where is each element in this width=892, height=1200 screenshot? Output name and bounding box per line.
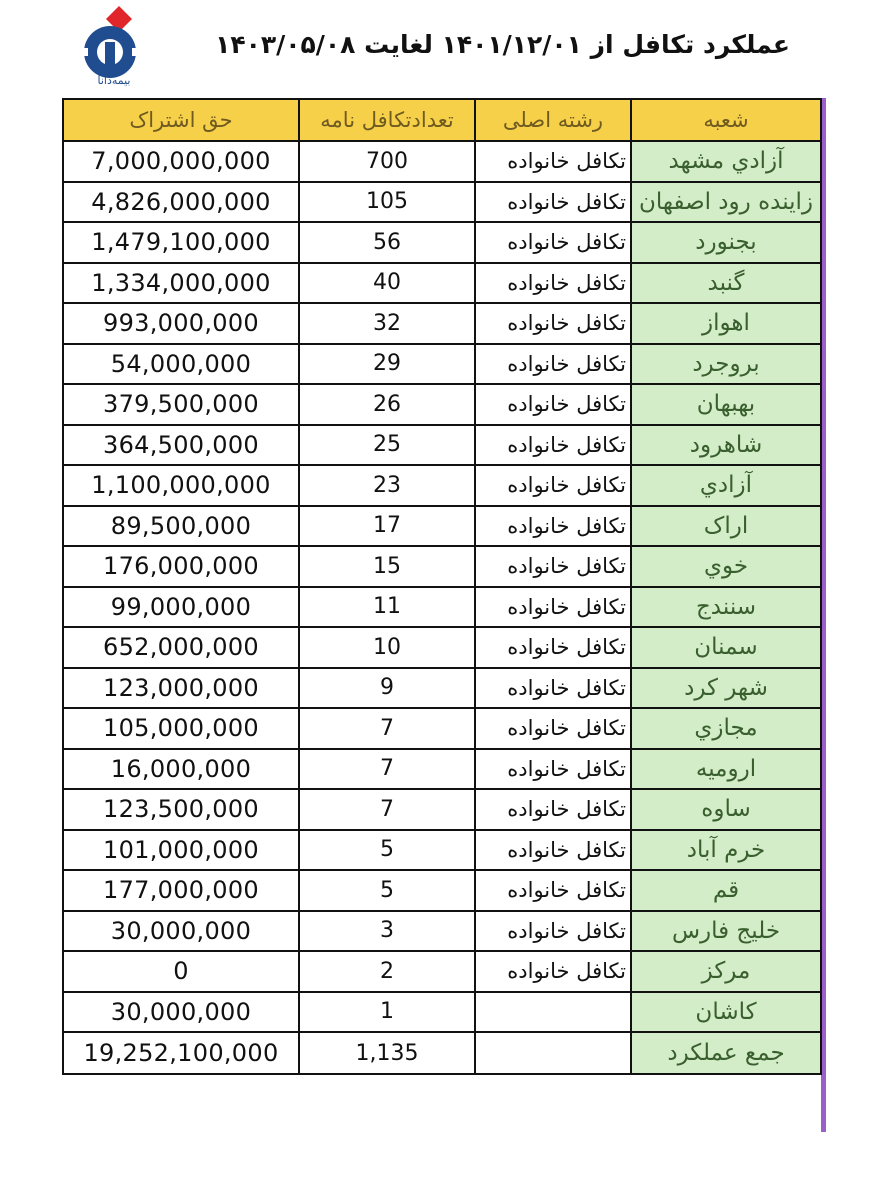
- premium-cell: 1,100,000,000: [63, 465, 299, 506]
- premium-cell: 652,000,000: [63, 627, 299, 668]
- table-header-row: [63, 99, 821, 141]
- branch-cell: قم: [631, 870, 821, 911]
- branch-cell: خلیج فارس: [631, 911, 821, 952]
- field-cell: تکافل خانواده: [475, 384, 631, 425]
- table-row: [63, 830, 821, 871]
- branch-cell: سنندج: [631, 587, 821, 628]
- count-cell: 7: [299, 789, 475, 830]
- field-cell: تکافل خانواده: [475, 587, 631, 628]
- premium-cell: 1,479,100,000: [63, 222, 299, 263]
- count-cell: 1: [299, 992, 475, 1033]
- field-cell: تکافل خانواده: [475, 830, 631, 871]
- branch-cell: گنبد: [631, 263, 821, 304]
- branch-cell: اهواز: [631, 303, 821, 344]
- table-row: [63, 263, 821, 304]
- branch-cell: آزادي: [631, 465, 821, 506]
- count-cell: 7: [299, 749, 475, 790]
- branch-cell: ساوه: [631, 789, 821, 830]
- premium-cell: 16,000,000: [63, 749, 299, 790]
- count-cell: 15: [299, 546, 475, 587]
- count-cell: 26: [299, 384, 475, 425]
- field-cell: [475, 1032, 631, 1074]
- premium-cell: 89,500,000: [63, 506, 299, 547]
- branch-cell: آزادي مشهد: [631, 141, 821, 182]
- branch-cell: ارومیه: [631, 749, 821, 790]
- premium-cell: 4,826,000,000: [63, 182, 299, 223]
- field-cell: تکافل خانواده: [475, 263, 631, 304]
- count-cell: 10: [299, 627, 475, 668]
- table-row: [63, 425, 821, 466]
- premium-cell: 993,000,000: [63, 303, 299, 344]
- count-cell: 11: [299, 587, 475, 628]
- table-row: [63, 789, 821, 830]
- branch-cell: بروجرد: [631, 344, 821, 385]
- count-cell: 17: [299, 506, 475, 547]
- branch-cell: کاشان: [631, 992, 821, 1033]
- premium-cell: 379,500,000: [63, 384, 299, 425]
- page-title: عملکرد تکافل از ۱۴۰۱/۱۲/۰۱ لغایت ۱۴۰۳/۰۵/۰۸: [215, 30, 790, 59]
- field-cell: تکافل خانواده: [475, 870, 631, 911]
- premium-cell: 176,000,000: [63, 546, 299, 587]
- count-cell: 5: [299, 870, 475, 911]
- premium-cell: 364,500,000: [63, 425, 299, 466]
- table-row: [63, 141, 821, 182]
- header-branch: شعبه: [631, 99, 821, 141]
- field-cell: تکافل خانواده: [475, 506, 631, 547]
- premium-cell: 19,252,100,000: [63, 1032, 299, 1074]
- count-cell: 700: [299, 141, 475, 182]
- header-field: رشته اصلی: [475, 99, 631, 141]
- branch-cell: مرکز: [631, 951, 821, 992]
- premium-cell: 0: [63, 951, 299, 992]
- field-cell: تکافل خانواده: [475, 344, 631, 385]
- count-cell: 9: [299, 668, 475, 709]
- table-row: [63, 506, 821, 547]
- branch-cell: مجازي: [631, 708, 821, 749]
- count-cell: 32: [299, 303, 475, 344]
- field-cell: تکافل خانواده: [475, 911, 631, 952]
- field-cell: تکافل خانواده: [475, 749, 631, 790]
- logo-caption: بیمه‌دانا: [97, 74, 131, 87]
- premium-cell: 30,000,000: [63, 992, 299, 1033]
- count-cell: 29: [299, 344, 475, 385]
- count-cell: 40: [299, 263, 475, 304]
- premium-cell: 1,334,000,000: [63, 263, 299, 304]
- field-cell: تکافل خانواده: [475, 627, 631, 668]
- branch-cell: شاهرود: [631, 425, 821, 466]
- field-cell: تکافل خانواده: [475, 951, 631, 992]
- premium-cell: 30,000,000: [63, 911, 299, 952]
- total-row: [63, 1032, 821, 1074]
- field-cell: تکافل خانواده: [475, 546, 631, 587]
- table-row: [63, 668, 821, 709]
- premium-cell: 54,000,000: [63, 344, 299, 385]
- count-cell: 56: [299, 222, 475, 263]
- field-cell: تکافل خانواده: [475, 425, 631, 466]
- branch-cell: بهبهان: [631, 384, 821, 425]
- premium-cell: 105,000,000: [63, 708, 299, 749]
- field-cell: تکافل خانواده: [475, 222, 631, 263]
- table-row: [63, 344, 821, 385]
- table-row: [63, 182, 821, 223]
- table-row: [63, 951, 821, 992]
- field-cell: تکافل خانواده: [475, 789, 631, 830]
- field-cell: تکافل خانواده: [475, 303, 631, 344]
- branch-cell: زاينده رود اصفهان: [631, 182, 821, 223]
- premium-cell: 7,000,000,000: [63, 141, 299, 182]
- count-cell: 25: [299, 425, 475, 466]
- premium-cell: 123,500,000: [63, 789, 299, 830]
- header-premium: حق اشتراک: [63, 99, 299, 141]
- field-cell: تکافل خانواده: [475, 465, 631, 506]
- field-cell: تکافل خانواده: [475, 668, 631, 709]
- count-cell: 5: [299, 830, 475, 871]
- header-count: تعدادتکافل نامه: [299, 99, 475, 141]
- performance-table: [62, 98, 822, 1075]
- count-cell: 105: [299, 182, 475, 223]
- table-row: [63, 546, 821, 587]
- field-cell: [475, 992, 631, 1033]
- branch-cell: سمنان: [631, 627, 821, 668]
- branch-cell: خرم آباد: [631, 830, 821, 871]
- table-row: [63, 587, 821, 628]
- table-row: [63, 992, 821, 1033]
- premium-cell: 101,000,000: [63, 830, 299, 871]
- table-row: [63, 465, 821, 506]
- premium-cell: 177,000,000: [63, 870, 299, 911]
- count-cell: 23: [299, 465, 475, 506]
- branch-cell: خوي: [631, 546, 821, 587]
- count-cell: 2: [299, 951, 475, 992]
- table-row: [63, 627, 821, 668]
- table-row: [63, 911, 821, 952]
- field-cell: تکافل خانواده: [475, 141, 631, 182]
- premium-cell: 99,000,000: [63, 587, 299, 628]
- count-cell: 3: [299, 911, 475, 952]
- count-cell: 1,135: [299, 1032, 475, 1074]
- branch-cell: شهر کرد: [631, 668, 821, 709]
- field-cell: تکافل خانواده: [475, 708, 631, 749]
- branch-cell: جمع عملکرد: [631, 1032, 821, 1074]
- table-row: [63, 384, 821, 425]
- table-row: [63, 870, 821, 911]
- count-cell: 7: [299, 708, 475, 749]
- branch-cell: اراک: [631, 506, 821, 547]
- table-row: [63, 749, 821, 790]
- field-cell: تکافل خانواده: [475, 182, 631, 223]
- table-row: [63, 708, 821, 749]
- branch-cell: بجنورد: [631, 222, 821, 263]
- table-row: [63, 303, 821, 344]
- premium-cell: 123,000,000: [63, 668, 299, 709]
- performance-table-wrapper: [62, 98, 826, 1132]
- table-row: [63, 222, 821, 263]
